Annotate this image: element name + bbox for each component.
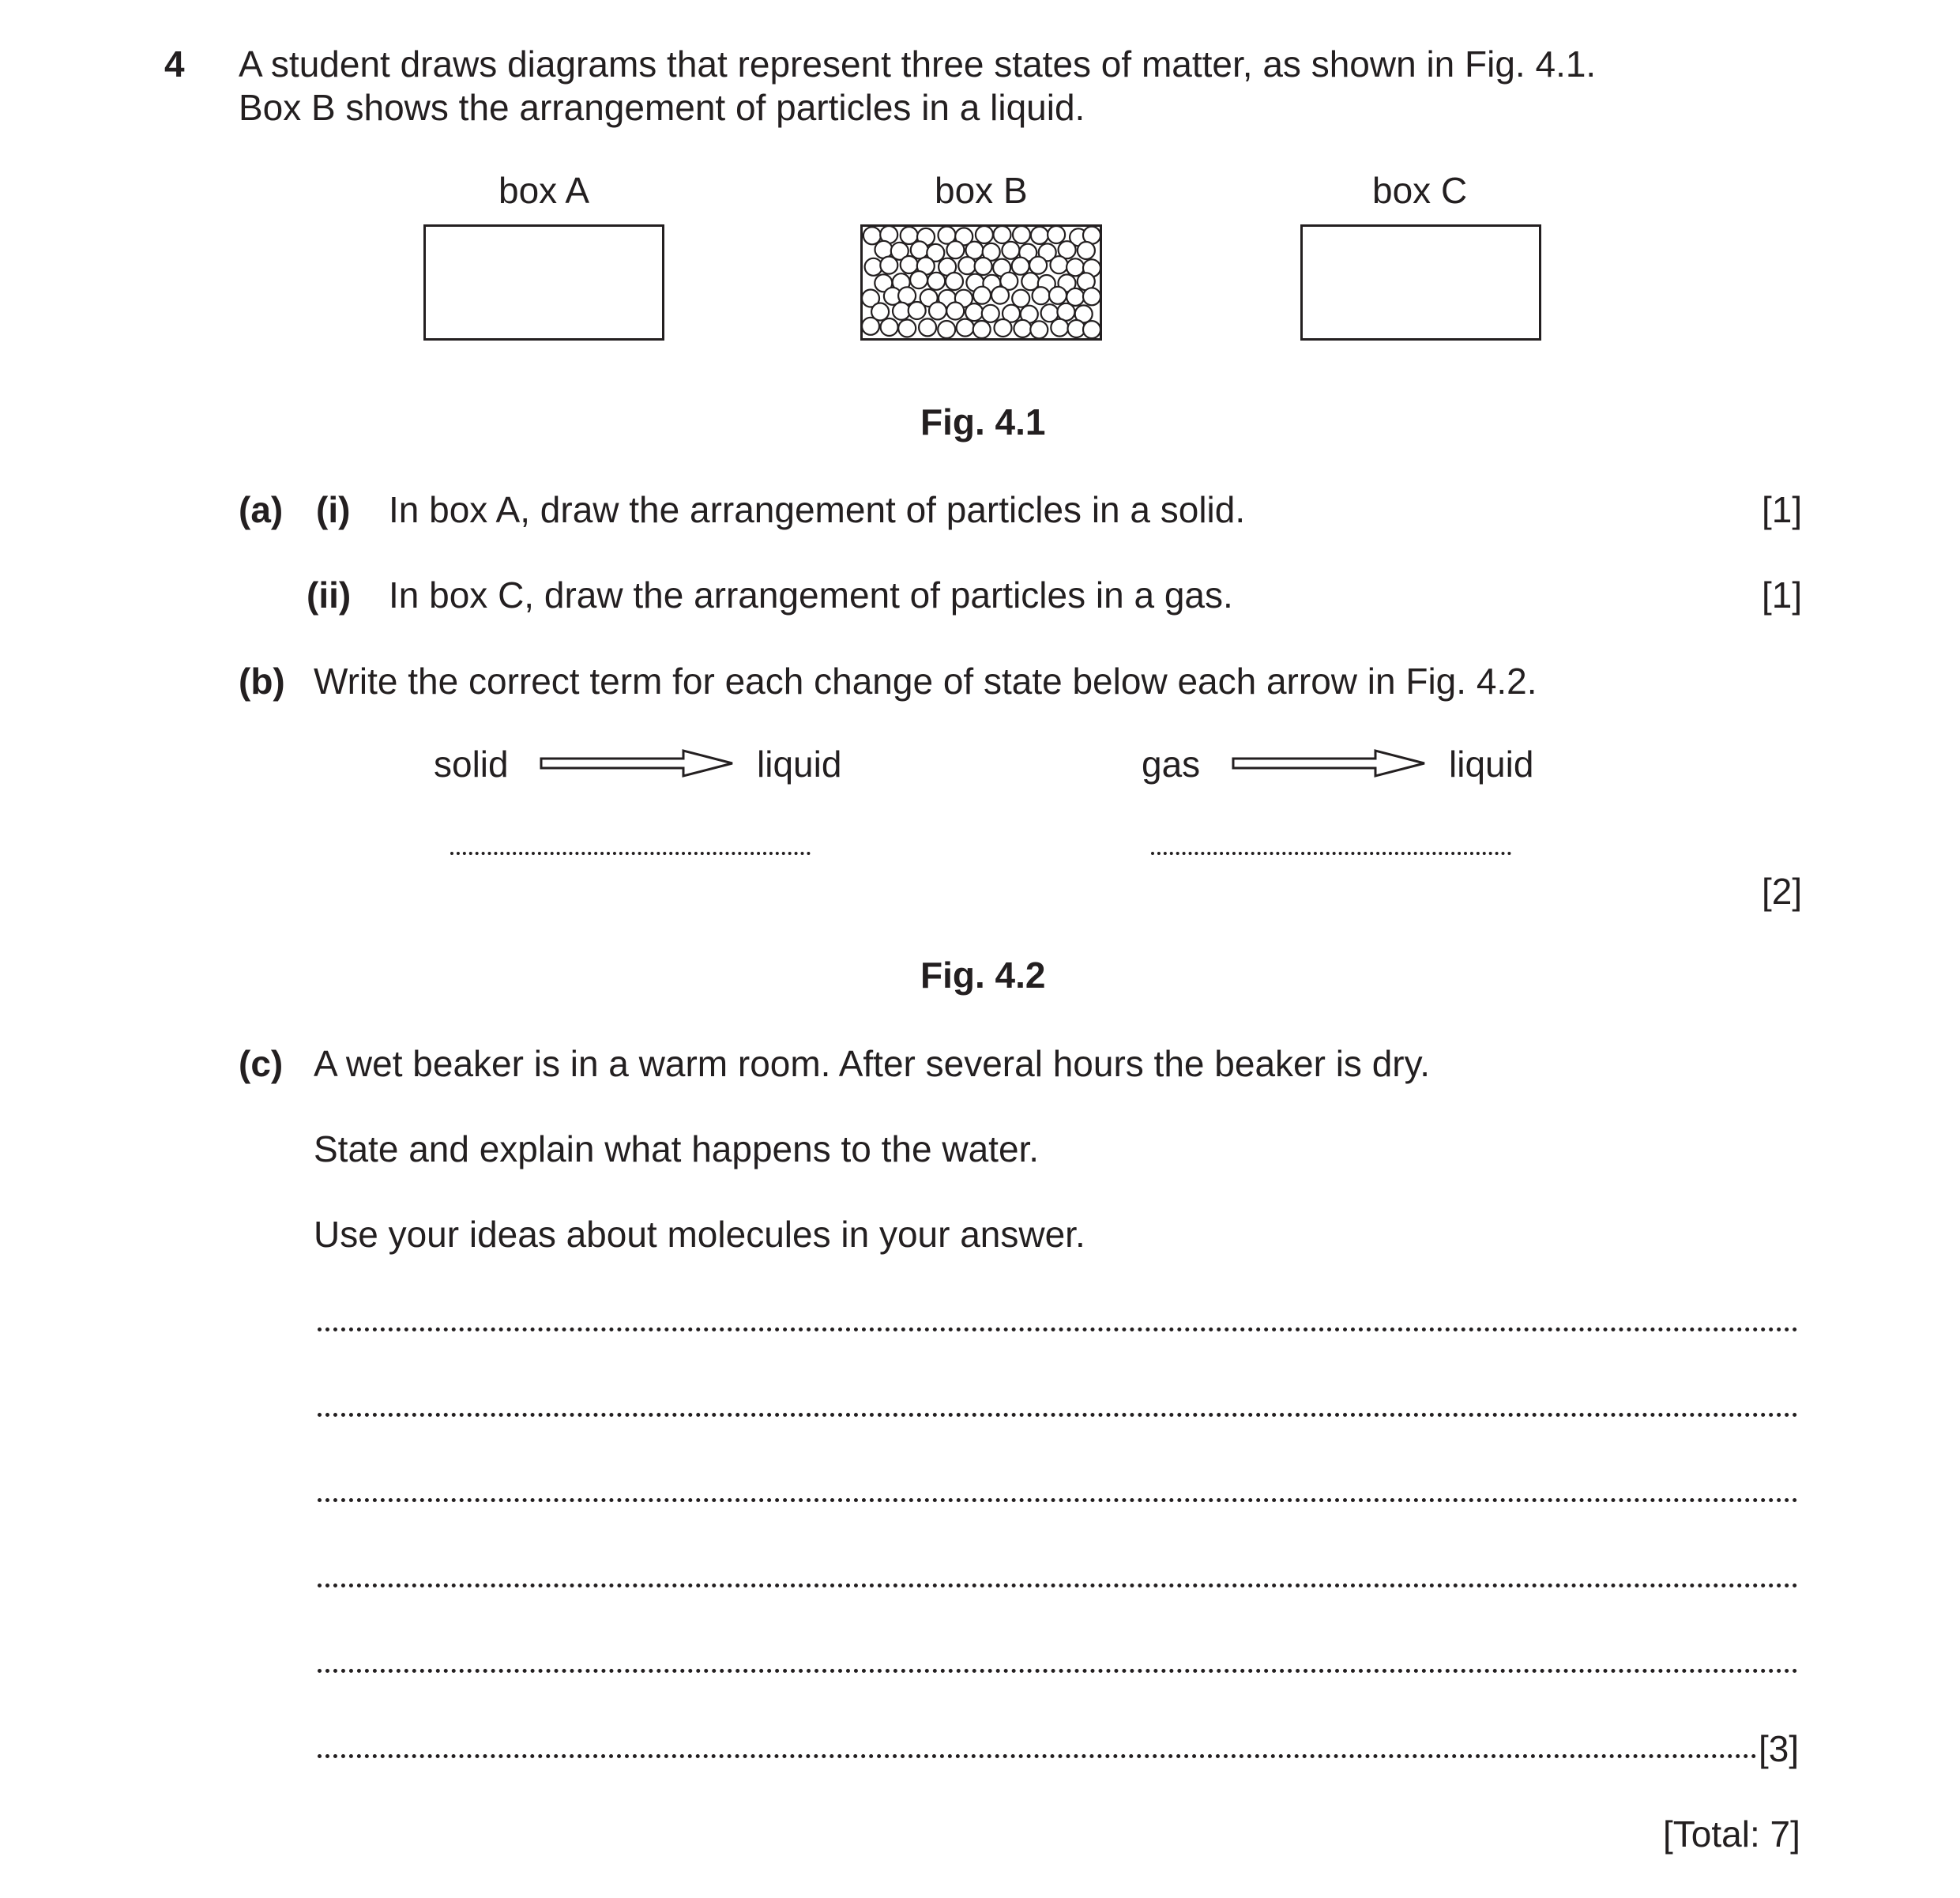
liquid-particle (991, 287, 1009, 304)
change2-to-label: liquid (1449, 744, 1534, 785)
part-b-label: (b) (239, 661, 285, 702)
box-a-drawing-area[interactable] (423, 224, 664, 341)
liquid-particle (901, 256, 918, 273)
question-number: 4 (164, 43, 185, 85)
part-b-marks: [2] (1762, 871, 1803, 912)
change1-from-label: solid (434, 744, 509, 785)
answer-line-4[interactable] (318, 1584, 1798, 1587)
liquid-particle (958, 257, 976, 274)
liquid-particle (1030, 321, 1048, 338)
part-c-line1: A wet beaker is in a warm room. After several hours the beaker is dry. (314, 1043, 1430, 1084)
box-a-label: box A (498, 170, 590, 211)
liquid-particle (1051, 319, 1068, 337)
part-c-line2: State and explain what happens to the water. (314, 1128, 1040, 1169)
box-c-drawing-area[interactable] (1300, 224, 1541, 341)
part-a-label: (a) (239, 489, 284, 530)
change2-from-label: gas (1142, 744, 1201, 785)
liquid-particle (1051, 256, 1068, 273)
question-intro-line2: Box B shows the arrangement of particles in a liquid. (239, 87, 1085, 128)
liquid-particle (965, 303, 983, 321)
box-c-label: box C (1372, 170, 1468, 211)
liquid-particle (946, 303, 964, 320)
part-a-ii-label: (ii) (307, 574, 352, 616)
part-a-i-marks: [1] (1762, 489, 1803, 530)
fig-4-1-caption: Fig. 4.1 (920, 401, 1046, 442)
liquid-particle (1083, 321, 1100, 338)
liquid-particle (1029, 257, 1047, 274)
liquid-particle (1083, 288, 1100, 305)
liquid-particle (919, 318, 936, 336)
liquid-particle (976, 226, 993, 243)
part-a-ii-text: In box C, draw the arrangement of particles in a gas. (389, 574, 1233, 616)
answer-line-3[interactable] (318, 1498, 1798, 1502)
change1-arrow (540, 748, 735, 779)
part-a-i-text: In box A, draw the arrangement of particles in a solid. (389, 489, 1246, 530)
liquid-particle (880, 257, 897, 274)
part-a-ii-marks: [1] (1762, 574, 1803, 616)
liquid-particle (1002, 242, 1019, 259)
answer-line-1[interactable] (318, 1327, 1798, 1331)
liquid-particle (946, 241, 964, 258)
part-a-i-label: (i) (316, 489, 351, 530)
liquid-particle (910, 271, 927, 288)
liquid-particle (929, 302, 946, 319)
fig-4-2-caption: Fig. 4.2 (920, 955, 1046, 996)
liquid-particle (927, 273, 945, 290)
part-c-label: (c) (239, 1043, 284, 1084)
liquid-particle (1013, 226, 1030, 243)
change2-answer-line[interactable] (1151, 852, 1511, 855)
liquid-particle (1033, 287, 1050, 304)
liquid-particle (957, 319, 974, 337)
liquid-particle (865, 258, 882, 276)
change1-answer-line[interactable] (450, 852, 811, 855)
liquid-particle (946, 273, 963, 290)
question-intro-line1: A student draws diagrams that represent three states of matter, as shown in Fig. 4.1. (239, 43, 1597, 85)
liquid-particle (898, 320, 916, 337)
change1-to-label: liquid (757, 744, 842, 785)
liquid-particle (982, 305, 999, 322)
answer-line-6[interactable] (318, 1754, 1757, 1758)
liquid-particle (1031, 227, 1048, 244)
liquid-particle (994, 226, 1011, 243)
box-b-liquid-particles (860, 224, 1102, 341)
liquid-particle (909, 302, 926, 319)
box-b-label: box B (935, 170, 1028, 211)
part-b-text: Write the correct term for each change of state below each arrow in Fig. 4.2. (314, 661, 1537, 702)
change2-arrow (1232, 748, 1428, 779)
liquid-particle (1078, 242, 1095, 259)
liquid-particle (1057, 303, 1074, 321)
liquid-particle (938, 321, 955, 338)
liquid-particle (1048, 226, 1065, 243)
liquid-particle (1012, 258, 1029, 275)
liquid-particle (862, 318, 879, 335)
liquid-particle (1012, 290, 1029, 307)
answer-line-2[interactable] (318, 1413, 1798, 1417)
liquid-particle (995, 319, 1012, 337)
answer-line-5[interactable] (318, 1669, 1798, 1673)
liquid-particle (973, 321, 991, 338)
liquid-particle (1049, 287, 1067, 304)
liquid-particle (973, 287, 991, 304)
liquid-particle (881, 318, 898, 336)
total-marks: [Total: 7] (1663, 1813, 1800, 1855)
part-c-line3: Use your ideas about molecules in your answer. (314, 1214, 1085, 1255)
part-c-marks: [3] (1759, 1728, 1800, 1769)
liquid-particle (911, 241, 928, 258)
liquid-particle (975, 258, 992, 275)
liquid-particle (1014, 320, 1031, 337)
